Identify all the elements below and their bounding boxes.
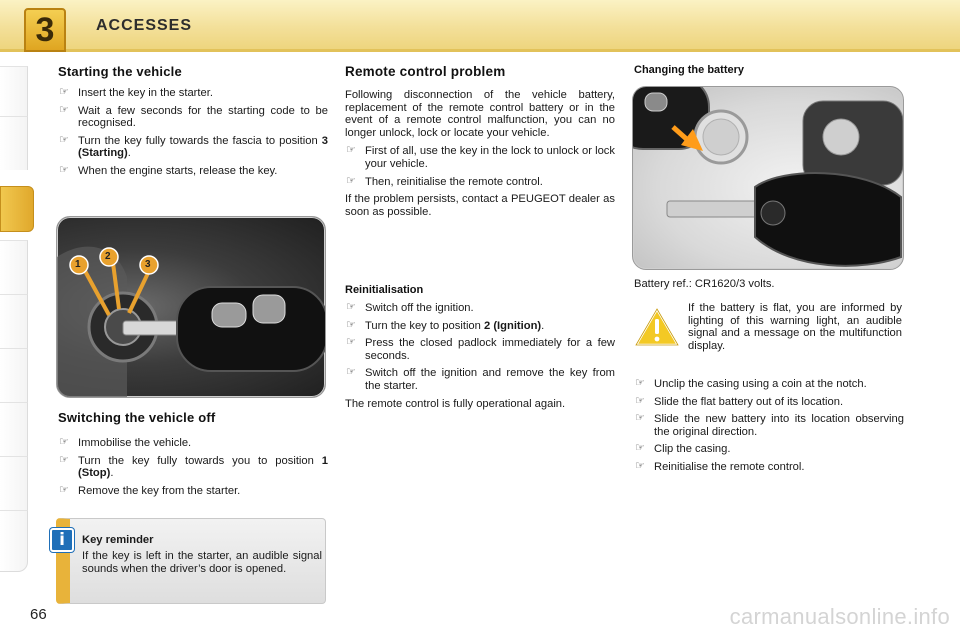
chapter-number-tab[interactable]: 3: [24, 8, 66, 52]
battery-ref-block: [634, 278, 904, 297]
position-label: 1 (Stop): [78, 454, 328, 480]
reinit-bullets: [345, 302, 615, 393]
chapter-title: ACCESSES: [96, 17, 193, 34]
list-item: ☞ Switch off the ignition and remove the key from the starter.: [346, 366, 615, 392]
pointing-hand-icon: ☞: [59, 163, 69, 176]
pointing-hand-icon: ☞: [346, 301, 356, 313]
position-marker-3: 3: [145, 259, 151, 270]
pointing-hand-icon: ☞: [635, 412, 645, 425]
battery-warning-text: If the battery is flat, you are informed by lighting of this warning light, an audible signal and a message on the multifunction display.: [688, 302, 902, 352]
reinit-outro: The remote control is fully operational again.: [345, 397, 566, 410]
list-item: ☞ Press the closed padlock immediately for a few seconds.: [346, 336, 615, 362]
remote-bullets: [345, 145, 615, 188]
starting-title: Starting the vehicle: [58, 64, 182, 79]
pointing-hand-icon: ☞: [59, 86, 69, 98]
switching-title: Switching the vehicle off: [58, 410, 216, 425]
key-reminder-text: If the key is left in the starter, an audible signal sounds when the driver’s door is opened.: [82, 550, 322, 575]
list-item: ☞ Turn the key fully towards the fascia to position 3 (Starting).: [59, 133, 328, 160]
side-tab-7[interactable]: [0, 402, 28, 456]
battery-section-header: [634, 64, 904, 82]
remote-outro: If the problem persists, contact a PEUGEOT dealer as soon as possible.: [345, 193, 615, 218]
starting-bullets: [58, 87, 328, 178]
list-item: ☞ Insert the key in the starter.: [59, 86, 213, 99]
list-item: ☞ Immobilise the vehicle.: [59, 436, 192, 449]
switching-section: [58, 410, 328, 502]
list-item: ☞ Clip the casing.: [635, 442, 731, 456]
ignition-illustration: [57, 217, 326, 398]
pointing-hand-icon: ☞: [346, 174, 356, 187]
watermark: carmanualsonline.info: [729, 604, 950, 629]
list-item: ☞ First of all, use the key in the lock to unlock or lock your vehicle.: [346, 144, 615, 170]
pointing-hand-icon: ☞: [59, 453, 69, 466]
page-number: 66: [30, 606, 47, 623]
reinit-section: [345, 284, 615, 416]
switching-bullets: [58, 437, 328, 497]
list-item: ☞ Remove the key from the starter.: [59, 483, 241, 497]
info-icon: i: [50, 528, 74, 552]
pointing-hand-icon: ☞: [59, 436, 69, 448]
position-label: 2 (Ignition): [483, 319, 542, 332]
side-tab-1[interactable]: [0, 66, 28, 116]
list-item: ☞ Turn the key to position 2 (Ignition).: [346, 318, 545, 332]
pointing-hand-icon: ☞: [346, 336, 356, 349]
remote-section: [345, 64, 615, 224]
battery-steps: [634, 378, 904, 479]
remote-title: Remote control problem: [345, 64, 506, 79]
list-item: ☞ Turn the key fully towards you to position 1 (Stop).: [59, 453, 328, 480]
position-marker-2: 2: [105, 251, 111, 262]
list-item: ☞ Reinitialise the remote control.: [635, 459, 805, 473]
battery-photo: [632, 86, 904, 270]
remote-intro: Following disconnection of the vehicle battery, replacement of the remote control battery or in the event of a remote control malfunction, you can no longer unlock, lock or locate your vehicle.: [345, 89, 615, 139]
list-item: ☞ Unclip the casing using a coin at the notch.: [635, 377, 867, 390]
list-item: ☞ Switch off the ignition.: [346, 301, 474, 314]
pointing-hand-icon: ☞: [635, 459, 645, 472]
starting-section: [58, 64, 328, 183]
pointing-hand-icon: ☞: [346, 318, 356, 331]
list-item: ☞ Then, reinitialise the remote control.: [346, 174, 543, 188]
side-tab-9[interactable]: [0, 510, 28, 572]
battery-bullets: [634, 378, 904, 474]
battery-title: Changing the battery: [634, 64, 745, 76]
side-tab-active[interactable]: [0, 186, 34, 232]
side-tab-8[interactable]: [0, 456, 28, 510]
position-label: 3 (Starting): [78, 134, 328, 160]
pointing-hand-icon: ☞: [346, 366, 356, 379]
key-reminder-title: Key reminder: [82, 534, 154, 546]
side-tab-4[interactable]: [0, 240, 28, 294]
side-tab-2[interactable]: [0, 116, 28, 170]
reinit-title: Reinitialisation: [345, 284, 424, 296]
key-battery-illustration: [633, 87, 904, 270]
position-marker-1: 1: [75, 259, 81, 270]
pointing-hand-icon: ☞: [635, 442, 645, 455]
list-item: ☞ Wait a few seconds for the starting code to be recognised.: [59, 103, 328, 130]
list-item: ☞ Slide the flat battery out of its location.: [635, 394, 844, 408]
warning-icon: [634, 306, 680, 348]
pointing-hand-icon: ☞: [635, 394, 645, 407]
pointing-hand-icon: ☞: [346, 144, 356, 157]
ignition-photo: [56, 216, 326, 398]
side-tab-5[interactable]: [0, 294, 28, 348]
side-tab-6[interactable]: [0, 348, 28, 402]
list-item: ☞ Slide the new battery into its location observing the original direction.: [635, 412, 904, 438]
pointing-hand-icon: ☞: [635, 377, 645, 389]
pointing-hand-icon: ☞: [59, 483, 69, 496]
pointing-hand-icon: ☞: [59, 133, 69, 146]
pointing-hand-icon: ☞: [59, 103, 69, 116]
list-item: ☞ When the engine starts, release the key.: [59, 163, 278, 177]
battery-ref: Battery ref.: CR1620/3 volts.: [634, 278, 775, 290]
